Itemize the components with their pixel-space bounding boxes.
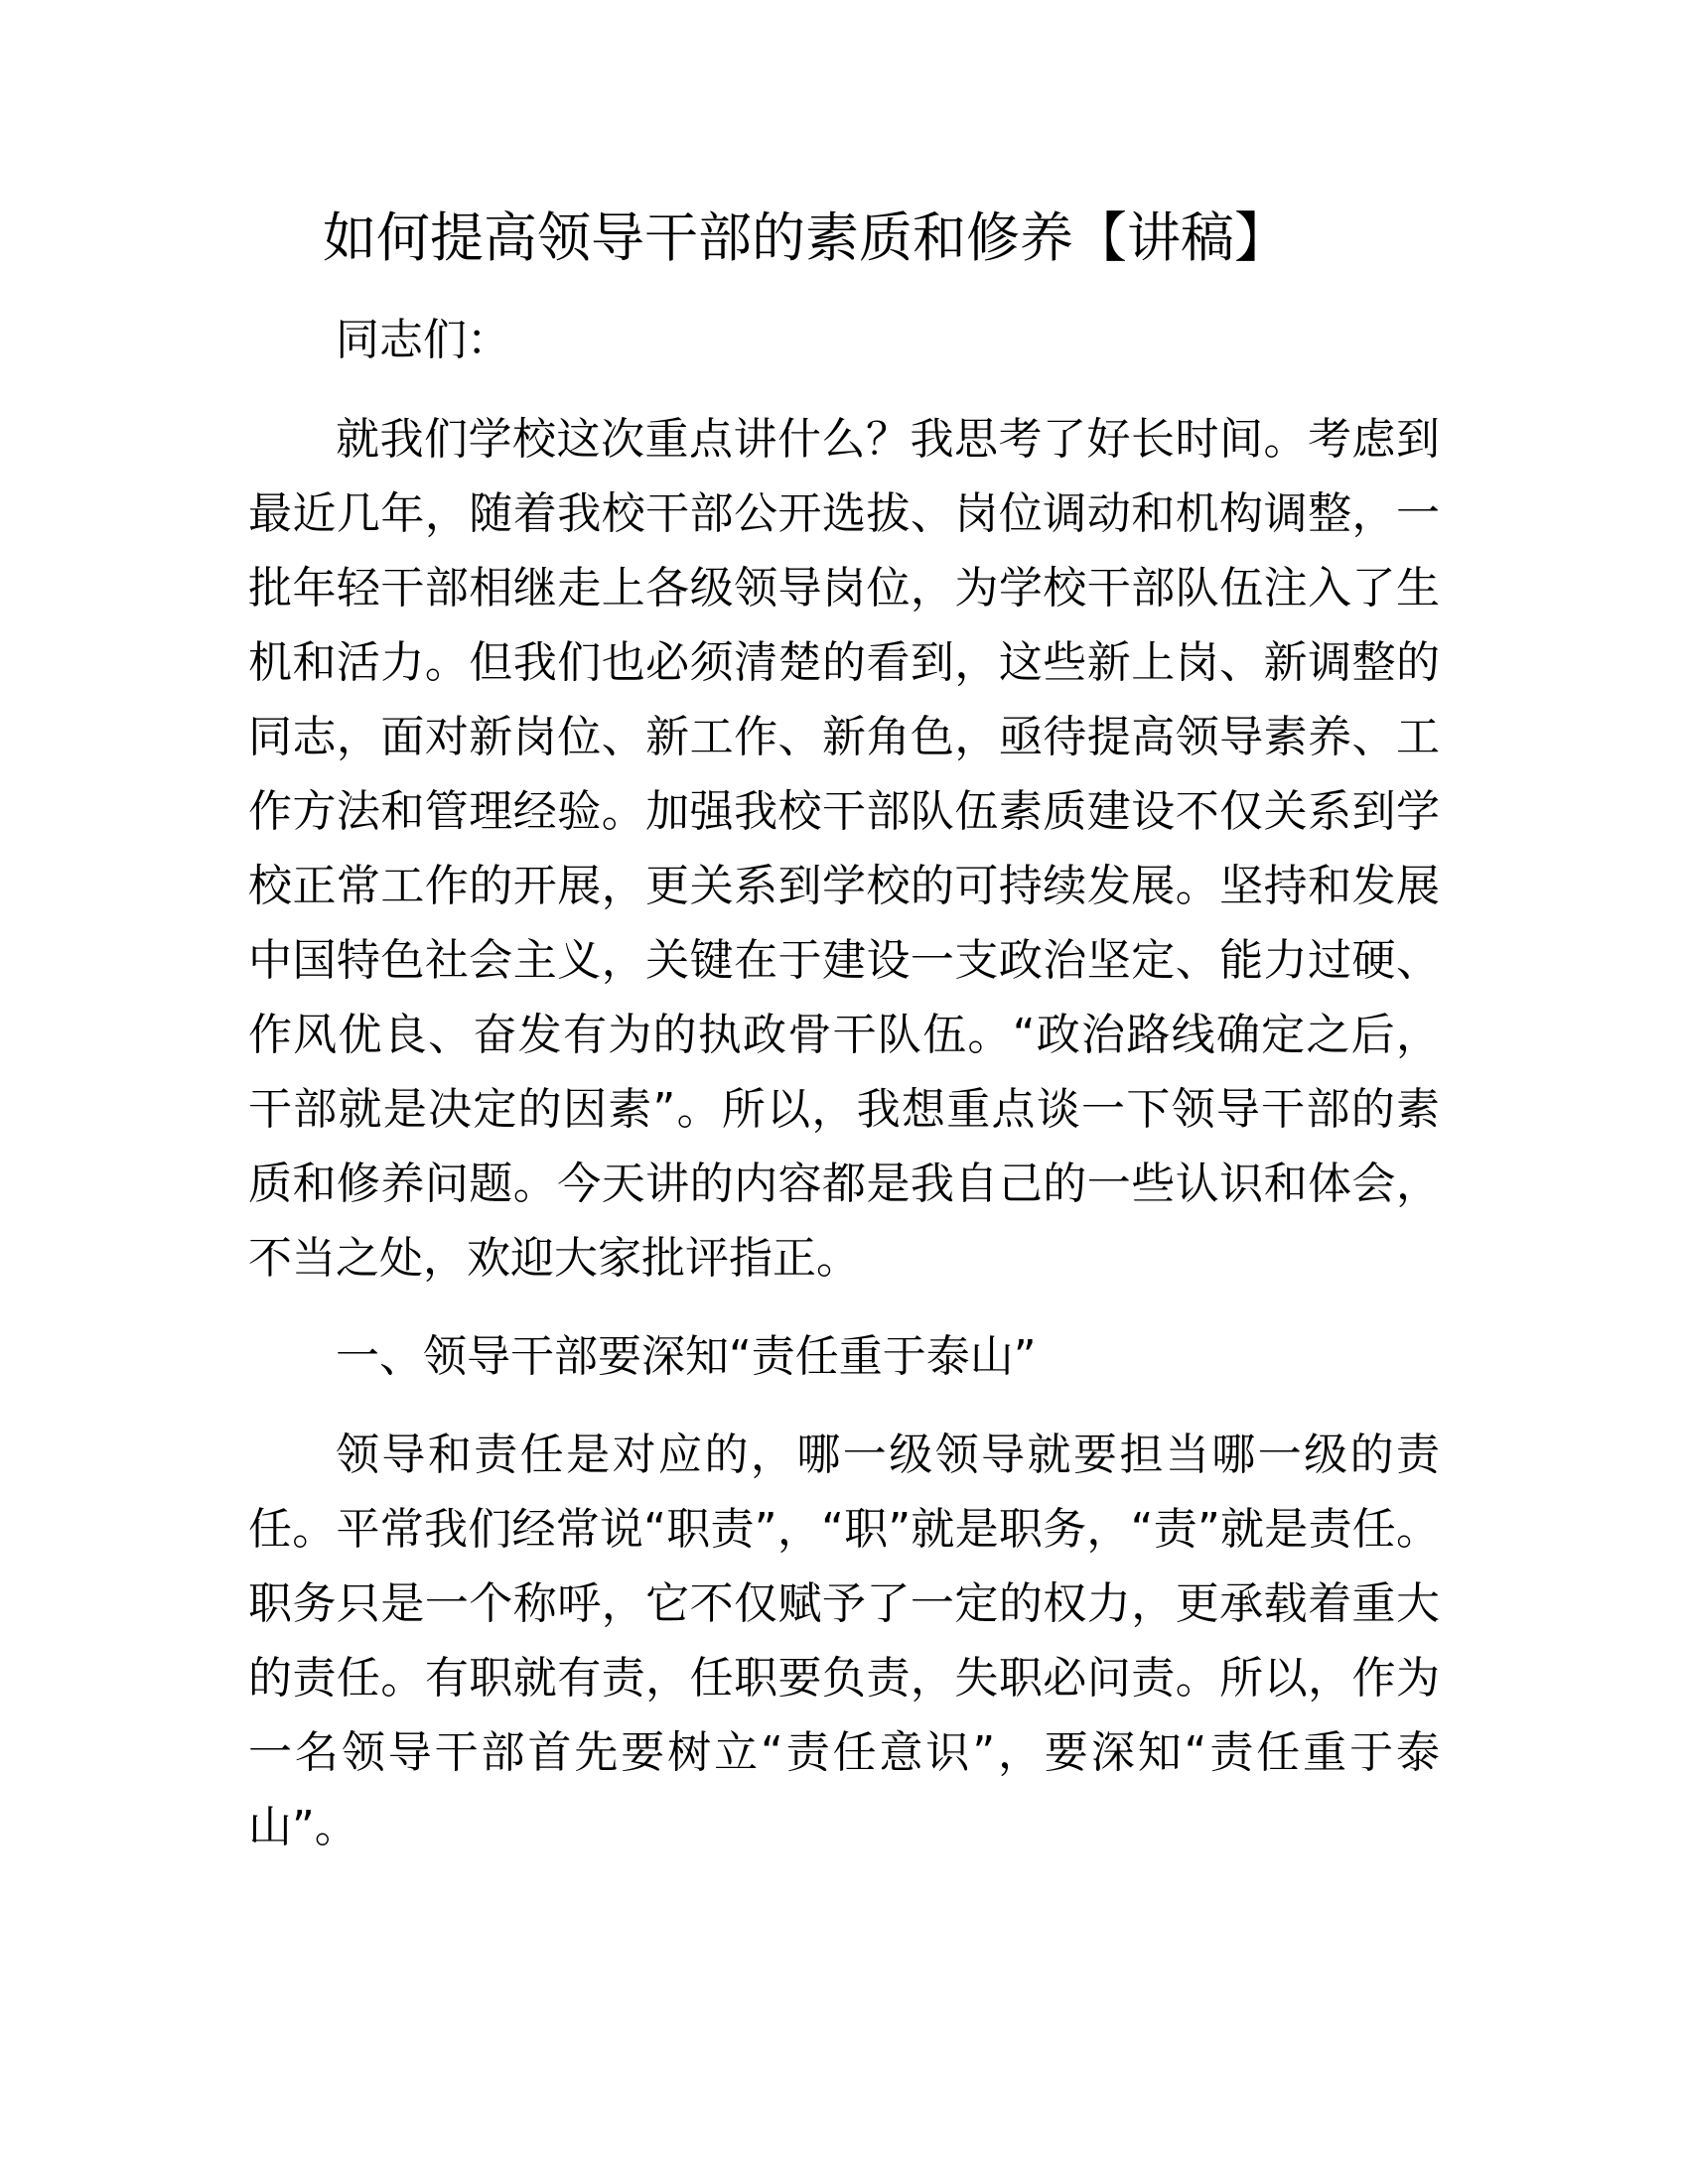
salutation: 同志们： bbox=[336, 315, 510, 365]
document-body bbox=[248, 303, 1440, 1864]
section-heading-1: 一、领导干部要深知“责任重于泰山” bbox=[336, 1331, 1037, 1382]
body-paragraph-intro: 就我们学校这次重点讲什么？我思考了好长时间。考虑到最近几年，随着我校干部公开选拔、岗位调动和机构调整，一批年轻干部相继走上各级领导岗位，为学校干部队伍注入了生机和活力。但我们也必须清楚的看到，这些新上岗、新调整的同志，面对新岗位、新工作、新角色，亟待提高领导素养、工作方法和管理经验。加强我校干部队伍素质建设不仅关系到学校正常工作的开展，更关系到学校的可持续发展。坚持和发展中国特色社会主义，关键在于建设一支政治坚定、能力过硬、作风优良、奋发有为的执政骨干队伍。“政治路线确定之后，干部就是决定的因素”。所以，我想重点谈一下领导干部的素质和修养问题。今天讲的内容都是我自己的一些认识和体会，不当之处，欢迎大家批评指正。 bbox=[248, 414, 1440, 1284]
document-title: 如何提高领导干部的素质和修养【讲稿】 bbox=[323, 206, 1288, 269]
body-paragraph-section-1: 领导和责任是对应的，哪一级领导就要担当哪一级的责任。平常我们经常说“职责”，“职”就是职务，“责”就是责任。职务只是一个称呼，它不仅赋予了一定的权力，更承载着重大的责任。有职就有责，任职要负责，失职必问责。所以，作为一名领导干部首先要树立“责任意识”，要深知“责任重于泰山”。 bbox=[248, 1430, 1440, 1852]
